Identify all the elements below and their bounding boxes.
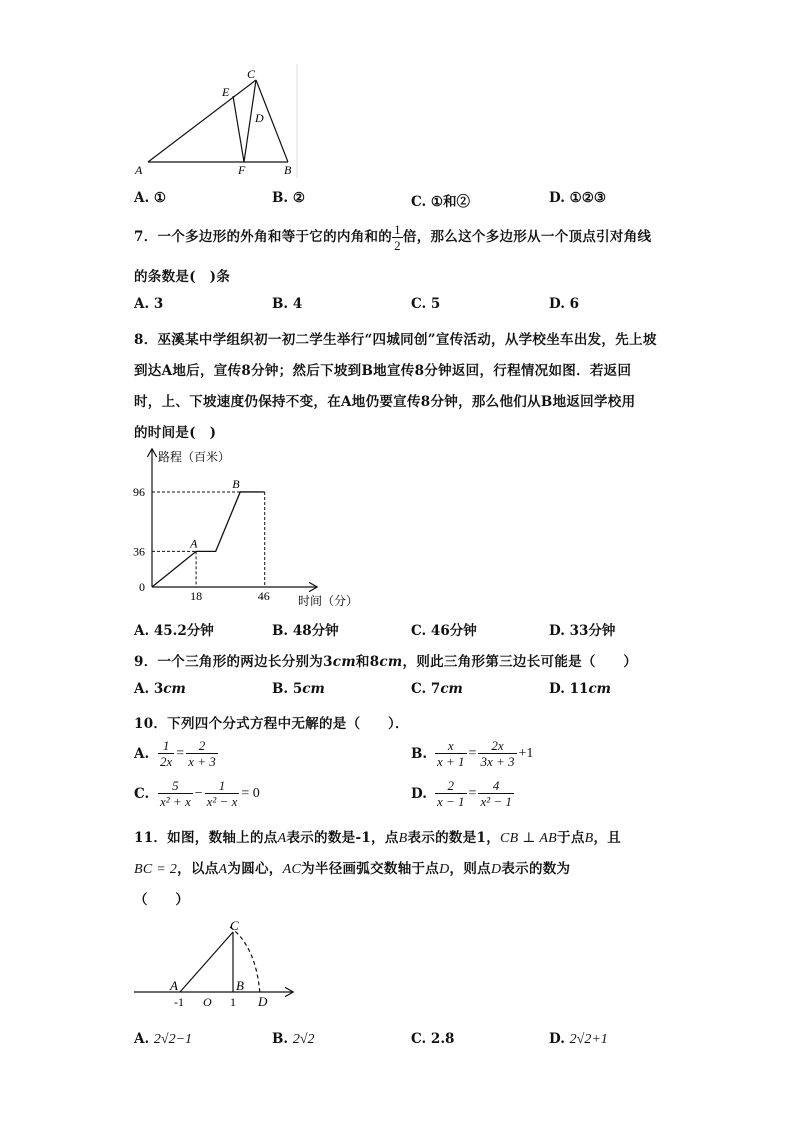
math-symbol: A [277, 831, 287, 846]
option-letter: C. [411, 681, 427, 697]
label-B: B [236, 978, 244, 993]
option-letter: B. [272, 681, 289, 697]
option-letter: A. [134, 1031, 150, 1047]
frac-denominator: x² + x [160, 794, 191, 809]
option-unit: cm [440, 681, 463, 697]
frac-numerator: 1 [158, 738, 174, 754]
option-letter: A. [134, 745, 150, 762]
option-text: 2√2 [292, 1032, 315, 1047]
math-symbol: A [218, 862, 228, 877]
frac-denominator: 2 [394, 238, 401, 253]
q9-pre: 9．一个三角形的两边长分别为3 [134, 654, 333, 670]
q8-option-a[interactable] [134, 619, 214, 639]
q7-option-b[interactable] [272, 296, 302, 312]
segment-EF [233, 96, 244, 162]
math-expression: AC [282, 862, 302, 877]
segment-AC [148, 80, 256, 162]
label-A: A [135, 163, 143, 177]
frac-numerator: 2 [435, 778, 467, 794]
math-expression: BC = 2 [134, 862, 178, 877]
q11-option-b[interactable] [272, 1031, 315, 1048]
q7-option-a[interactable] [134, 296, 163, 312]
math-symbol: D [439, 862, 450, 877]
label-F: F [238, 163, 246, 177]
q11-stem-line3: （ ） [134, 892, 190, 908]
option-letter: C. [134, 785, 150, 802]
frac-numerator: x [435, 738, 467, 754]
distance-time-chart [130, 446, 390, 611]
q6-option-b[interactable] [272, 190, 305, 206]
fraction [205, 778, 240, 809]
q9-stem [134, 650, 637, 670]
text-run: 为半径画弧交数轴于点 [301, 861, 440, 877]
text-run: 于点 [557, 830, 585, 846]
x-tick-label: 18 [190, 589, 203, 603]
q9-post: ，则此三角形第三边长可能是（ ） [402, 654, 638, 670]
frac-numerator: 1 [394, 222, 401, 237]
option-letter: A. [134, 623, 150, 639]
fraction [478, 738, 516, 769]
option-num: 7 [430, 681, 441, 697]
q11-option-d[interactable] [549, 1031, 608, 1048]
minus-sign: − [194, 785, 203, 801]
frac-denominator: x + 3 [188, 754, 216, 769]
equation-tail: +1 [518, 745, 534, 761]
option-text: 5 [430, 296, 441, 312]
distance-series-line [152, 492, 260, 587]
option-letter: C. [411, 1031, 427, 1047]
frac-denominator: 3x + 3 [480, 754, 515, 769]
triangle-figure [130, 62, 305, 182]
fraction [186, 738, 218, 769]
option-letter: B. [411, 745, 428, 762]
option-letter: D. [549, 296, 565, 312]
option-letter: D. [549, 1031, 565, 1047]
option-num: 11 [569, 681, 589, 697]
equation-tail: = 0 [241, 785, 260, 801]
text-run: 表示的数是1， [407, 830, 501, 846]
x-tick-label: 46 [257, 589, 270, 603]
fraction [158, 738, 174, 769]
text-run: ，以点 [177, 861, 219, 877]
q9-unit2: cm [379, 654, 403, 670]
label-C: C [247, 67, 256, 81]
q7-pre: 7．一个多边形的外角和等于它的内角和的 [134, 229, 393, 245]
label-A: A [170, 978, 178, 993]
option-letter: A. [134, 296, 150, 312]
q8-stem-line1: 8．巫溪某中学组织初一初二学生举行“四城同创”宣传活动，从学校坐车出发，先上坡 [134, 332, 657, 348]
text-run: 表示的数为 [501, 861, 571, 877]
frac-numerator: 2 [186, 738, 218, 754]
tick-label-1: 1 [230, 995, 236, 1009]
frac-numerator: 5 [158, 778, 193, 794]
text-run: 表示的数是-1，点 [286, 830, 399, 846]
option-letter: D. [549, 681, 565, 697]
option-letter: C. [411, 296, 427, 312]
option-text: 33分钟 [569, 623, 616, 639]
q8-option-b[interactable] [272, 619, 339, 639]
y-axis-label: 路程（百米） [158, 450, 231, 464]
equals-sign: = [176, 745, 185, 761]
option-num: 3 [153, 681, 164, 697]
label-E: E [222, 85, 230, 99]
q10-option-d[interactable] [411, 778, 514, 809]
math-symbol: B [584, 831, 594, 846]
fraction [435, 778, 467, 809]
option-letter: C. [411, 623, 427, 639]
q7-option-d[interactable] [549, 296, 579, 312]
text-run: ，且 [593, 830, 622, 846]
option-letter: A. [134, 190, 150, 206]
q6-option-d[interactable] [549, 190, 606, 206]
q7-stem-line1 [134, 222, 651, 253]
tick-label-minus1: -1 [174, 995, 184, 1009]
math-symbol: D [490, 862, 502, 877]
point-label-A: A [190, 536, 198, 551]
number-line-figure [130, 916, 300, 1012]
option-letter: B. [272, 190, 289, 206]
frac-numerator: 1 [205, 778, 240, 794]
frac-numerator: 2x [478, 738, 516, 754]
math-expression: CB ⊥ AB [500, 831, 558, 846]
option-letter: B. [272, 1031, 289, 1047]
fraction [435, 738, 467, 769]
q8-stem-line2: 到达A地后，宣传8分钟；然后下坡到B地宣传8分钟返回，行程情况如图．若返回 [134, 363, 632, 379]
option-text: ① [153, 190, 166, 206]
option-text: 2√2−1 [153, 1032, 193, 1047]
option-letter: D. [549, 190, 565, 206]
frac-numerator: 4 [478, 778, 513, 794]
frac-denominator: x² − 1 [480, 794, 512, 809]
q9-option-b[interactable] [272, 681, 325, 697]
option-letter: A. [134, 681, 150, 697]
q8-option-c[interactable] [411, 619, 477, 639]
option-text: ①和② [430, 194, 471, 210]
label-O: O [203, 995, 212, 1009]
q6-option-c[interactable] [411, 190, 470, 210]
label-C: C [230, 918, 239, 933]
option-text: 48分钟 [292, 623, 339, 639]
option-letter: B. [272, 296, 289, 312]
option-letter: C. [411, 194, 427, 210]
q10-option-c[interactable] [134, 778, 262, 809]
frac-denominator: x + 1 [437, 754, 465, 769]
option-unit: cm [302, 681, 325, 697]
q9-unit1: cm [332, 654, 356, 670]
y-tick-label: 0 [139, 580, 145, 594]
frac-denominator: 2x [160, 754, 173, 769]
option-text: 3 [153, 296, 164, 312]
option-num: 5 [292, 681, 303, 697]
x-axis-label: 时间（分） [298, 594, 359, 608]
q10-option-b[interactable] [411, 738, 535, 769]
text-run: 为圆心， [227, 861, 283, 877]
q7-post: 倍，那么这个多边形从一个顶点引对角线 [402, 229, 652, 245]
q6-option-a[interactable] [134, 190, 166, 206]
q9-option-d[interactable] [549, 681, 611, 697]
y-tick-label: 36 [133, 544, 145, 559]
label-B: B [284, 163, 292, 177]
q9-option-a[interactable] [134, 681, 186, 697]
q9-option-c[interactable] [411, 681, 463, 697]
q11-option-c[interactable] [411, 1031, 454, 1047]
point-label-B: B [232, 476, 240, 491]
option-text: 2.8 [430, 1031, 455, 1047]
equals-sign: = [468, 785, 477, 801]
option-unit: cm [588, 681, 611, 697]
option-text: 6 [569, 296, 580, 312]
q7-option-c[interactable] [411, 296, 440, 312]
option-text: 45.2分钟 [153, 623, 214, 639]
q9-mid: 和8 [355, 654, 380, 670]
q11-stem-line2 [134, 857, 570, 878]
q11-stem-line1 [134, 826, 621, 847]
q7-stem-line2: 的条数是( )条 [134, 269, 231, 285]
q7-fraction [392, 222, 403, 253]
segment-AC [180, 932, 233, 992]
fraction [478, 778, 513, 809]
q10-option-a[interactable] [134, 738, 218, 769]
frac-denominator: x² − x [206, 794, 238, 809]
text-run: ，则点 [449, 861, 491, 877]
text-run: 11．如图，数轴上的点 [134, 830, 278, 846]
option-letter: D. [549, 623, 565, 639]
option-text: 46分钟 [430, 623, 477, 639]
option-unit: cm [163, 681, 186, 697]
q11-option-a[interactable] [134, 1031, 192, 1048]
equals-sign: = [468, 745, 477, 761]
option-text: 2√2+1 [569, 1032, 608, 1047]
option-text: ② [292, 190, 305, 206]
option-text: 4 [292, 296, 303, 312]
math-symbol: B [398, 831, 408, 846]
option-letter: D. [411, 785, 427, 802]
option-text: ①②③ [569, 190, 606, 206]
fraction [158, 778, 193, 809]
q8-stem-line4: 的时间是( ) [134, 425, 217, 441]
q8-option-d[interactable] [549, 619, 615, 639]
label-D: D [258, 994, 268, 1009]
y-tick-label: 96 [133, 484, 145, 499]
frac-denominator: x − 1 [437, 794, 465, 809]
q8-stem-line3: 时，上、下坡速度仍保持不变，在A地仍要宣传8分钟，那么他们从B地返回学校用 [134, 394, 636, 410]
label-D: D [255, 111, 264, 125]
option-letter: B. [272, 623, 289, 639]
q10-stem: 10．下列四个分式方程中无解的是（ ）． [134, 716, 409, 732]
arc-dashed [230, 927, 260, 994]
